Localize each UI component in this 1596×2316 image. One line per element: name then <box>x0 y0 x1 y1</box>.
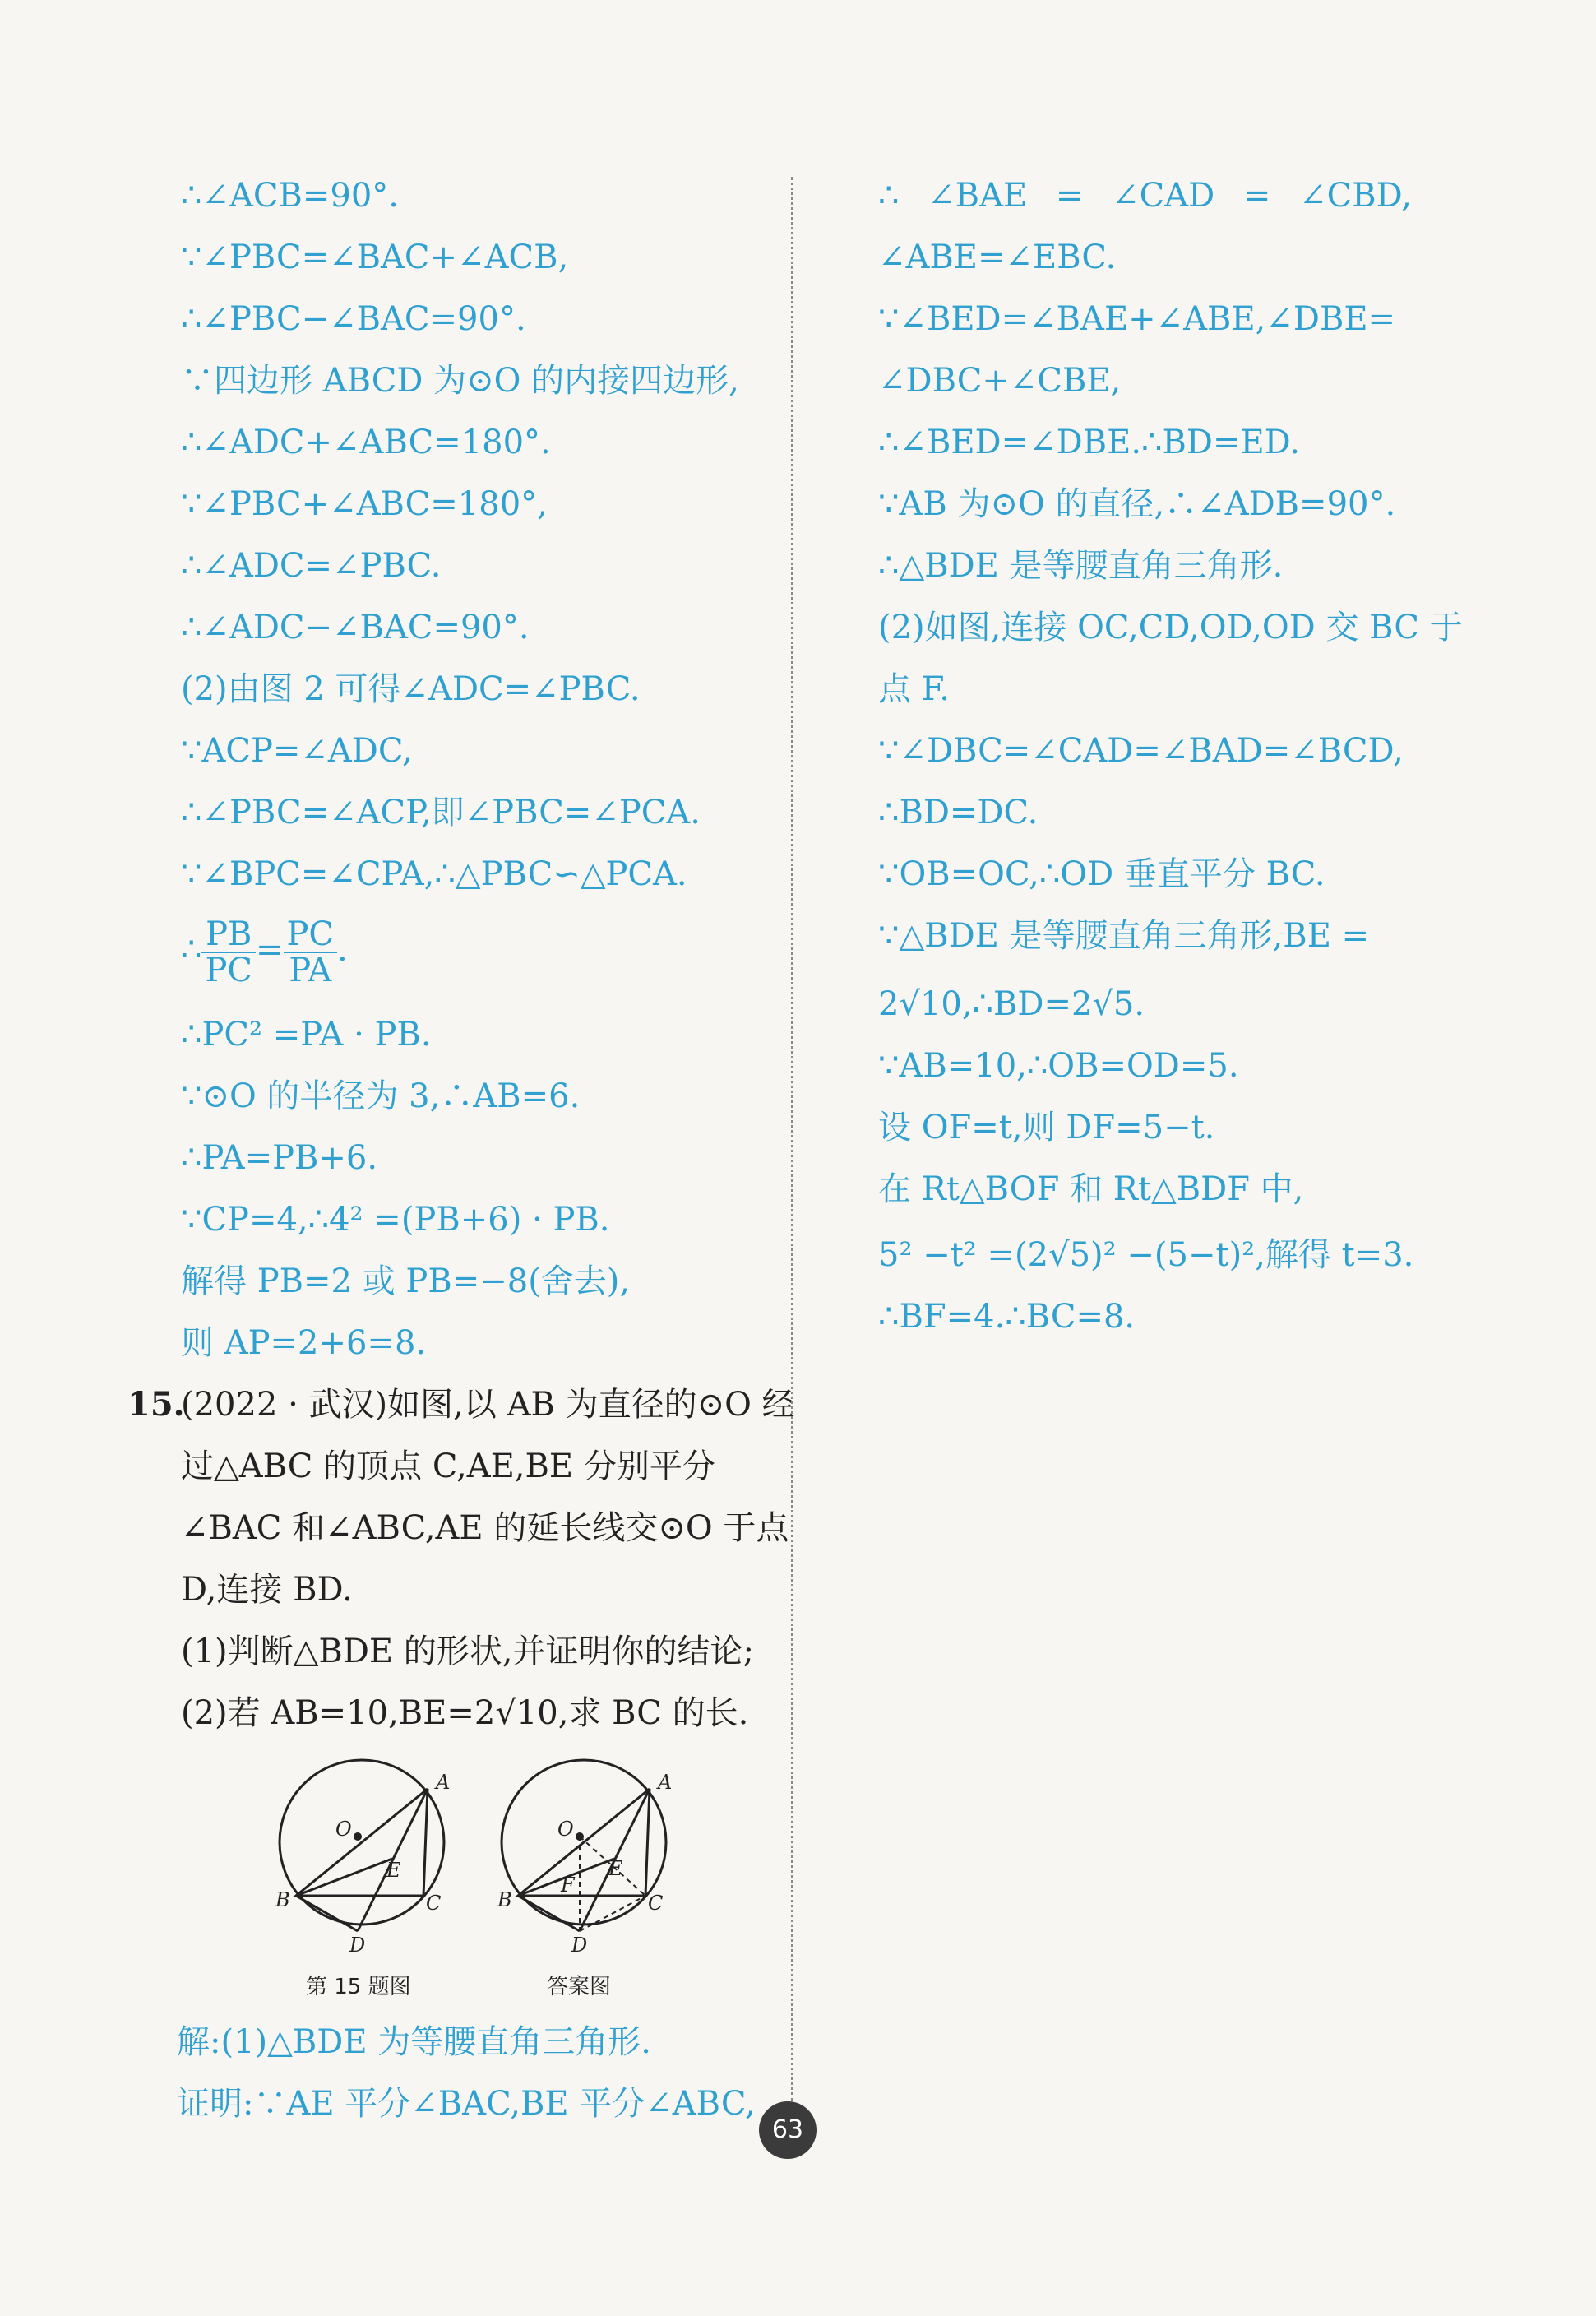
answer-figure <box>485 1752 699 1957</box>
figure-caption-right: 答案图 <box>547 1975 612 1999</box>
solution-line: ∵CP=4,∴4² =(PB+6) · PB. <box>181 1201 610 1239</box>
label-E: E <box>386 1859 401 1882</box>
solution-line: ∴∠ADC+∠ABC=180°. <box>181 424 551 461</box>
solution-line: ∴BF=4.∴BC=8. <box>878 1298 1136 1336</box>
solution-line: ∴∠ADC−∠BAC=90°. <box>181 609 530 646</box>
label-F: F <box>561 1874 575 1897</box>
figure-caption-left: 第 15 题图 <box>306 1975 411 1999</box>
fraction-line <box>181 917 348 988</box>
page-number: 63 <box>759 2101 817 2159</box>
solution-line: ∵ACP=∠ADC, <box>181 732 413 770</box>
label-A: A <box>658 1771 673 1794</box>
problem-number: 15. <box>127 1385 185 1424</box>
solution-line: 解得 PB=2 或 PB=−8(舍去), <box>181 1262 631 1300</box>
label-D: D <box>349 1934 366 1957</box>
solution-line: 证明:∵AE 平分∠BAC,BE 平分∠ABC, <box>177 2085 756 2123</box>
label-C: C <box>426 1892 442 1915</box>
solution-line: ∴PA=PB+6. <box>181 1139 378 1177</box>
solution-line: 2√10,∴BD=2√5. <box>878 985 1145 1023</box>
equals-sign: = <box>255 931 284 969</box>
solution-line: 则 AP=2+6=8. <box>181 1324 427 1362</box>
problem-line: 过△ABC 的顶点 C,AE,BE 分别平分 <box>181 1448 715 1485</box>
denominator: PA <box>289 952 332 989</box>
solution-line: ∠DBC+∠CBE, <box>878 362 1122 400</box>
solution-line: ∴∠BED=∠DBE.∴BD=ED. <box>878 424 1301 461</box>
problem-line: (2)若 AB=10,BE=2√10,求 BC 的长. <box>181 1694 749 1732</box>
solution-line: ∵△BDE 是等腰直角三角形,BE = <box>878 917 1370 955</box>
solution-line: ∵四边形 ABCD 为⊙O 的内接四边形, <box>181 362 739 400</box>
solution-line: ∴ ∠BAE = ∠CAD = ∠CBD, <box>878 177 1413 215</box>
solution-line: 在 Rt△BOF 和 Rt△BDF 中, <box>878 1170 1304 1208</box>
solution-line: ∵⊙O 的半径为 3,∴AB=6. <box>181 1077 581 1115</box>
solution-line: ∵∠BED=∠BAE+∠ABE,∠DBE= <box>878 300 1396 338</box>
problem-line: (2022 · 武汉)如图,以 AB 为直径的⊙O 经 <box>181 1386 795 1424</box>
solution-line: 设 OF=t,则 DF=5−t. <box>878 1109 1215 1146</box>
label-B: B <box>497 1888 512 1911</box>
solution-line: ∠ABE=∠EBC. <box>878 239 1117 276</box>
solution-line: (2)如图,连接 OC,CD,OD,OD 交 BC 于 <box>878 609 1463 646</box>
denominator: PC <box>205 952 252 989</box>
solution-line: ∵OB=OC,∴OD 垂直平分 BC. <box>878 855 1325 893</box>
label-O: O <box>557 1818 574 1841</box>
solution-line: 解:(1)△BDE 为等腰直角三角形. <box>177 2023 651 2061</box>
solution-line: 5² −t² =(2√5)² −(5−t)²,解得 t=3. <box>878 1236 1414 1274</box>
solution-line: ∵∠PBC+∠ABC=180°, <box>181 485 548 523</box>
problem-figure <box>263 1752 477 1957</box>
period: . <box>337 931 348 969</box>
problem-line: (1)判断△BDE 的形状,并证明你的结论; <box>181 1633 754 1670</box>
problem-line: ∠BAC 和∠ABC,AE 的延长线交⊙O 于点 <box>181 1509 789 1547</box>
solution-line: ∵∠DBC=∠CAD=∠BAD=∠BCD, <box>878 732 1404 770</box>
solution-line: (2)由图 2 可得∠ADC=∠PBC. <box>181 670 641 708</box>
solution-line: ∴△BDE 是等腰直角三角形. <box>878 547 1284 585</box>
solution-line: ∴∠PBC=∠ACP,即∠PBC=∠PCA. <box>181 794 701 831</box>
numerator: PB <box>201 917 256 953</box>
solution-line: ∴∠PBC−∠BAC=90°. <box>181 300 526 338</box>
label-D: D <box>571 1934 588 1957</box>
fraction <box>201 917 256 988</box>
numerator: PC <box>284 917 338 953</box>
therefore-symbol: ∴ <box>181 931 202 969</box>
label-O: O <box>335 1818 352 1841</box>
problem-line: D,连接 BD. <box>181 1571 353 1609</box>
solution-line: ∵∠BPC=∠CPA,∴△PBC∽△PCA. <box>181 855 687 893</box>
column-divider <box>791 177 793 2101</box>
fraction <box>284 917 338 988</box>
label-E: E <box>608 1857 623 1880</box>
solution-line: ∵∠PBC=∠BAC+∠ACB, <box>181 239 569 276</box>
solution-line: ∵AB 为⊙O 的直径,∴∠ADB=90°. <box>878 485 1396 523</box>
solution-line: 点 F. <box>878 670 950 708</box>
solution-line: ∴∠ADC=∠PBC. <box>181 547 442 585</box>
label-A: A <box>436 1771 451 1794</box>
solution-line: ∴∠ACB=90°. <box>181 177 399 215</box>
solution-line: ∴BD=DC. <box>878 794 1039 831</box>
solution-line: ∴PC² =PA · PB. <box>181 1016 432 1054</box>
label-C: C <box>648 1892 664 1915</box>
label-B: B <box>275 1888 290 1911</box>
solution-line: ∵AB=10,∴OB=OD=5. <box>878 1047 1239 1085</box>
